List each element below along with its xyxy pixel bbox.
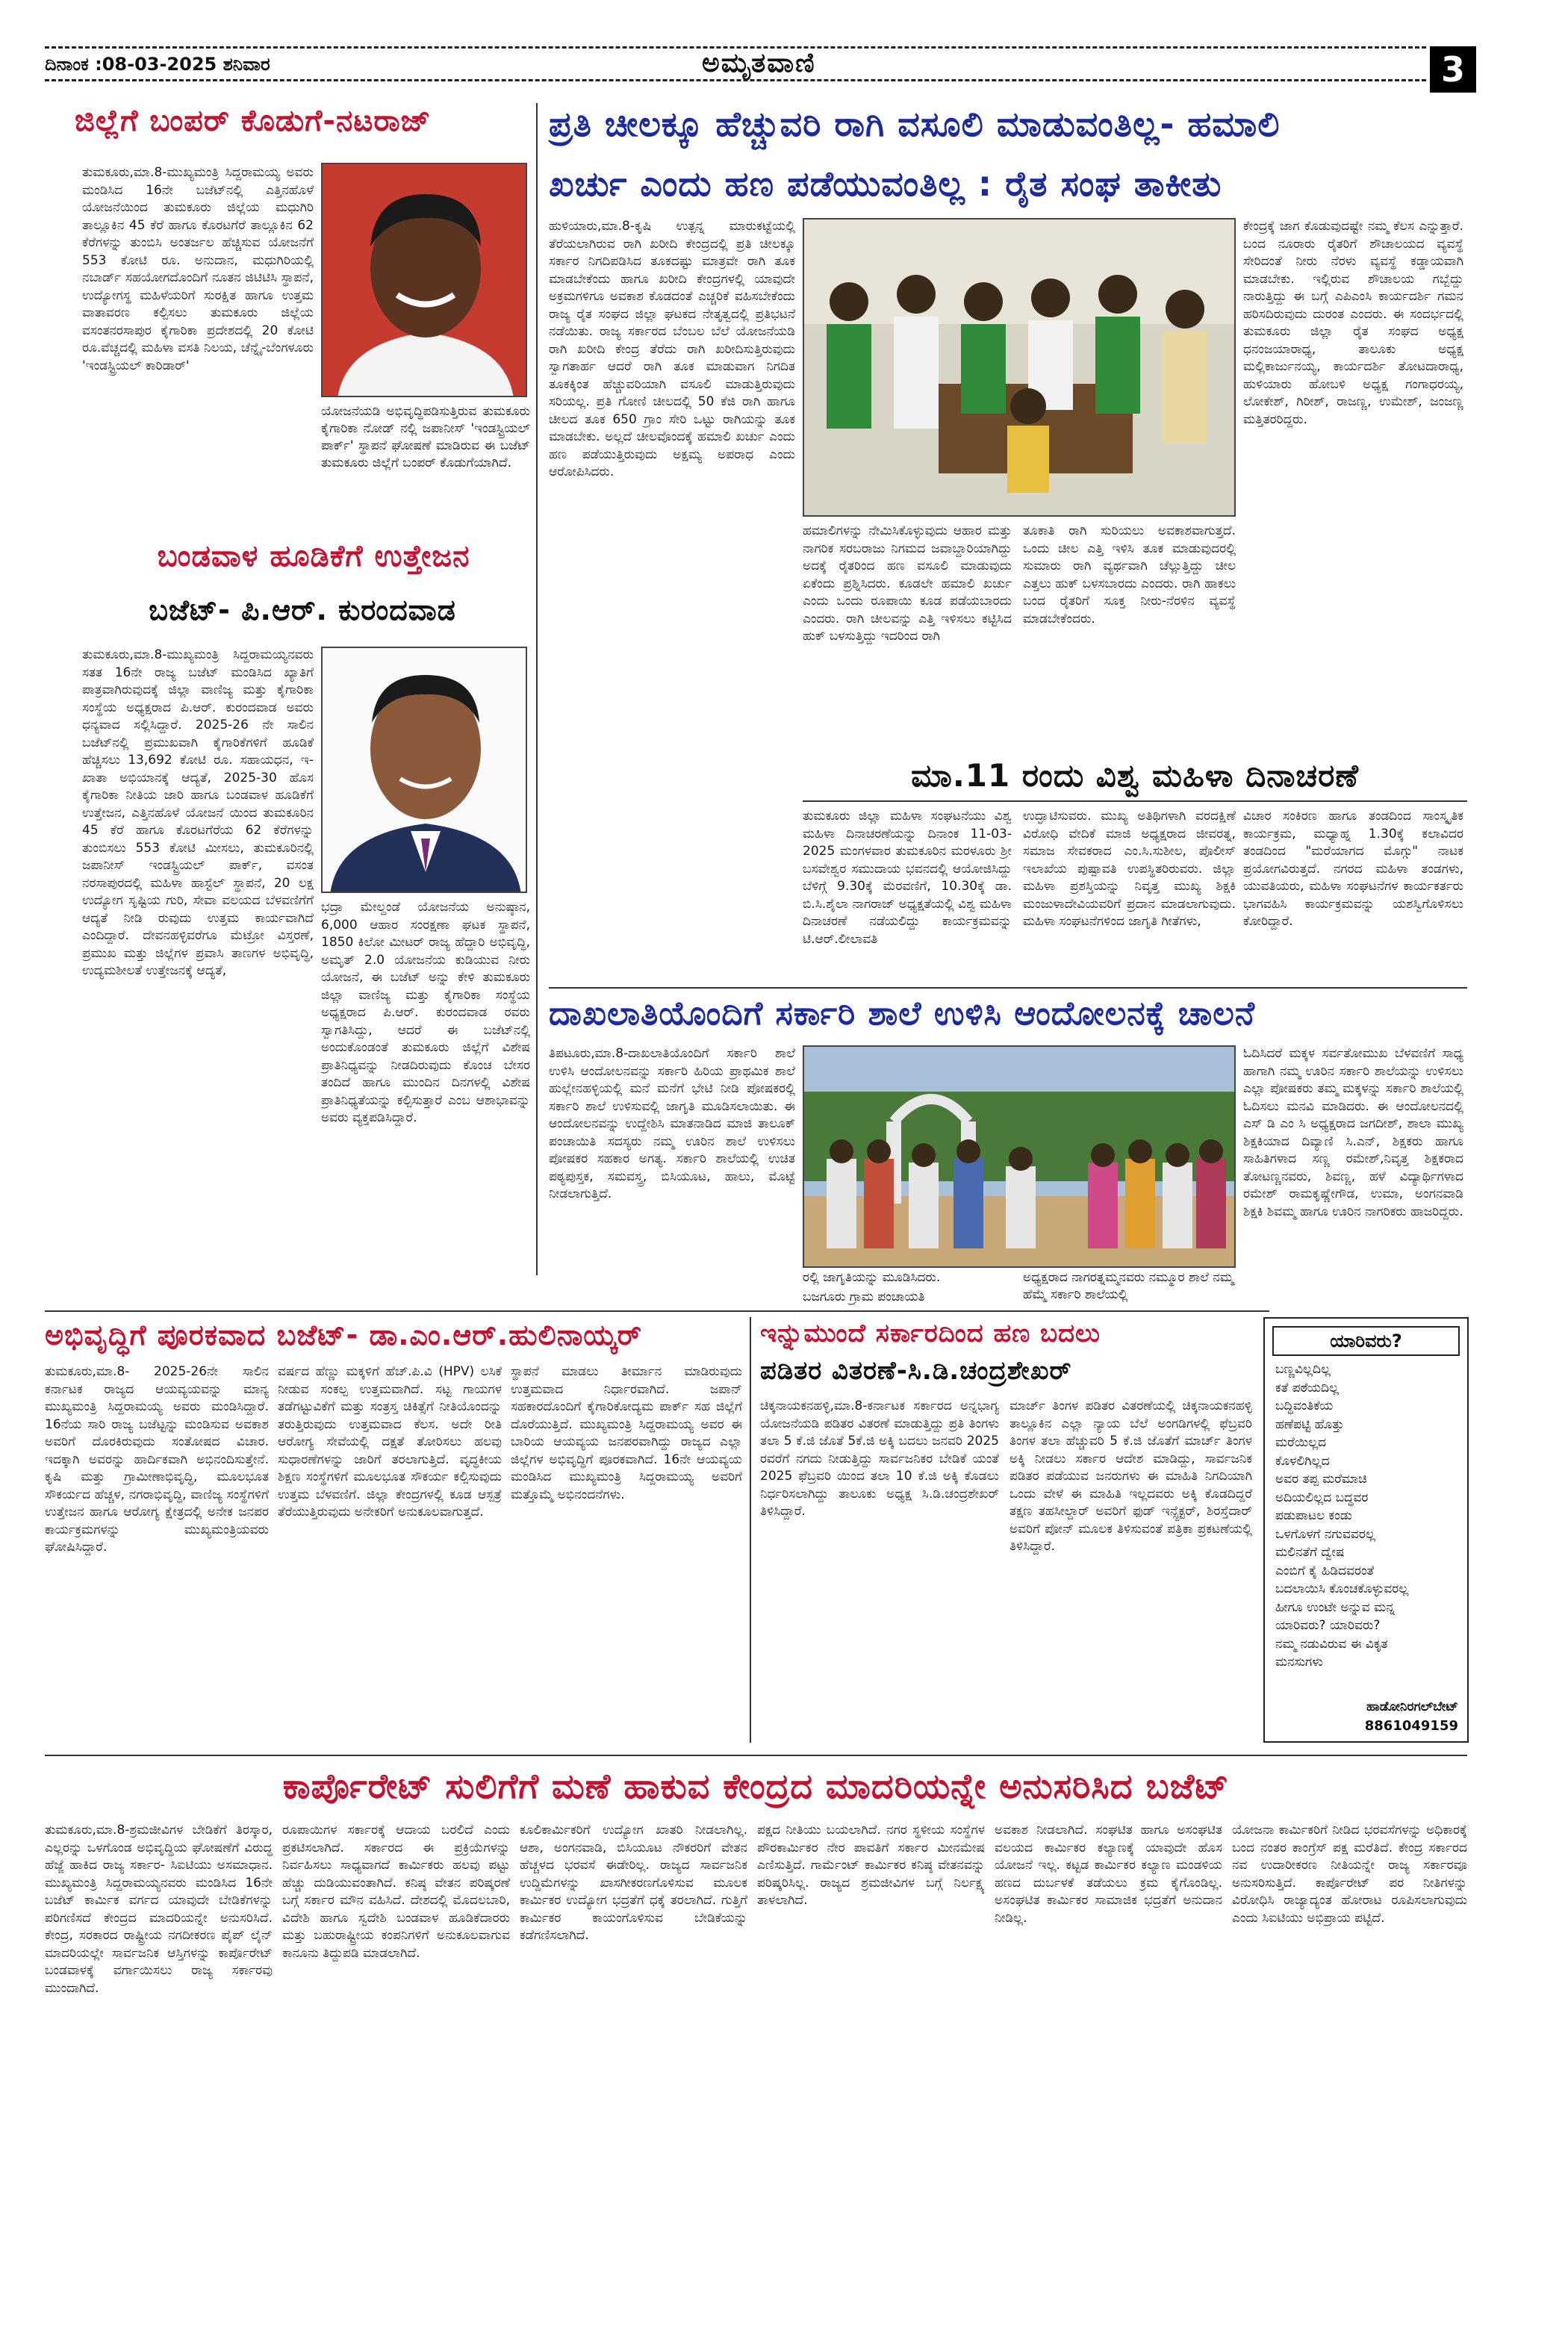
poem-line: ಕೊಳಲಿಗಿಲ್ಲದ (1275, 1453, 1330, 1469)
poem-line: ಅವರ ತಪ್ಪ ಮರೆಮಾಚಿ (1275, 1472, 1367, 1487)
story7-col2: ಮಾರ್ಚ್ ತಿಂಗಳ ಪಡಿತರ ವಿತರಣೆಯಲ್ಲಿ ಚಿಕ್ಕನಾಯಕನಹಳ್ಳಿ ತಾಲ್ಲೂಕಿನ ಎಲ್ಲಾ ನ್ಯಾಯ ಬೆಲೆ ಅಂಗಡಿಗಳಲ್ಲಿ ಫೆಬ್ರವರಿ ತಿಂಗಳ ತಲಾ ಹೆಚ್ಚುವರಿ 5 ಕೆ.ಜಿ ಜೊತೆಗೆ ಮಾರ್ಚ್ ತಿಂಗಳ ಅಕ್ಕಿ ನೀಡಲು ಸರ್ಕಾರ ಆದೇಶ ಮಾಡಿದ್ದು, ಸಾರ್ವಜನಿಕ ಪಡಿತರ ಪಡೆಯುವ ಜನರುಗಳು ಈ ಮಾಹಿತಿ ನಿಗದಿಯಾಗಿ ಒಂದು ವೇಳೆ ಈ ಮಾಹಿತಿ ಇಲ್ಲದವರು ಅಕ್ಕಿ ಕೊಡದಿದ್ದರೆ ತಕ್ಷಣ ತಹಸೀಲ್ದಾರ್ ಅವರಿಗೆ ಫುಡ್ ಇನ್ಸ್ಪೆಕ್ಟರ್, ಶಿರಸ್ತೆದಾರ್ ಅವರಿಗೆ ಪೋನ್ ಮೂಲಕ ತಿಳಿಸುವಂತೆ ಪತ್ರಿಕಾ ಪ್ರಕಟಣೆಯಲ್ಲಿ ತಿಳಿಸಿದ್ದಾರೆ. (1009, 1399, 1252, 1554)
story1-body: ತುಮಕೂರು,ಮಾ.8-ಮುಖ್ಯಮಂತ್ರಿ ಸಿದ್ದರಾಮಯ್ಯ ಅವರು ಮಂಡಿಸಿದ 16ನೇ ಬಜೆಟ್‌ನಲ್ಲಿ ಎತ್ತಿನಹೊಳೆ ಯೋಜನೆಯಿಂದ ತುಮಕೂರು ಜಿಲ್ಲೆಯ ಮಧುಗಿರಿ ತಾಲ್ಲೂಕಿನ 45 ಕೆರೆ ಹಾಗೂ ಕೊರಟಗೆರೆ ತಾಲ್ಲೂಕಿನ 62 ಕೆರೆಗಳನ್ನು ತುಂಬಿಸಿ ಅಂತರ್ಜಲ ಹೆಚ್ಚಿಸುವ ಯೋಜನೆಗೆ 553 ಕೋಟಿ ರೂ. ಅನುದಾನ, ಮಧುಗಿರಿಯಲ್ಲಿ ನಬಾರ್ಡ್ ಸಹಯೋಗದೊಂದಿಗೆ ನೂತನ ಜಿಟಿಟಿಸಿ ಸ್ಥಾಪನೆ, ಉದ್ಯೋಗಸ್ಥ ಮಹಿಳೆಯರಿಗೆ ಸುರಕ್ಷಿತ ಹಾಗೂ ಉತ್ತಮ ವಾತಾವರಣ ಕಲ್ಪಿಸಲು ತುಮಕೂರು ಜಿಲ್ಲೆಯ ವಸಂತನರಸಾಪುರ ಕೈಗಾರಿಕಾ ಪ್ರದೇಶದಲ್ಲಿ 20 ಕೋಟಿ ರೂ.ವೆಚ್ಚದಲ್ಲಿ ಮಹಿಳಾ ವಸತಿ ನಿಲಯ, ಚೆನ್ನೈ-ಬೆಂಗಳೂರು 'ಇಂಡಸ್ಟ್ರಿಯಲ್ ಕಾರಿಡಾರ್' (82, 165, 314, 373)
story4-headline: ಮಾ.11 ರಂದು ವಿಶ್ವ ಮಹಿಳಾ ದಿನಾಚರಣೆ (911, 757, 1359, 794)
story3-col4: ಕೇಂದ್ರಕ್ಕೆ ಜಾಗ ಕೊಡುವುದಷ್ಟೇ ನಮ್ಮ ಕೆಲಸ ಎನ್ನುತ್ತಾರೆ. ಬಂದ ನೂರಾರು ರೈತರಿಗೆ ಶೌಚಾಲಯದ ವ್ಯವಸ್ಥೆ ಸೇರಿದಂತೆ ನೀರು ನೆರಳು ವ್ಯವಸ್ಥೆ ಕಡ್ಡಾಯವಾಗಿ ಮಾಡಬೇಕು. ಇಲ್ಲಿರುವ ಶೌಚಾಲಯ ಗಬ್ಬೆದ್ದು ನಾರುತ್ತಿದ್ದು ಈ ಬಗ್ಗೆ ಎಪಿಎಂಸಿ ಕಾರ್ಯದರ್ಶಿ ಗಮನ ಹರಿಸದಿರುವುದು ದುರಂತ ಎಂದರು. ಈ ಸಂದರ್ಭದಲ್ಲಿ ತುಮಕೂರು ಜಿಲ್ಲಾ ರೈತ ಸಂಘದ ಅಧ್ಯಕ್ಷ ಧನಂಜಯಾರಾಧ್ಯ, ತಾಲೂಕು ಅಧ್ಯಕ್ಷ ಮಲ್ಲಿಕಾರ್ಜುನಯ್ಯ, ಕಾರ್ಯದರ್ಶಿ ತೋಟದಾರಾಧ್ಯ, ಹುಳಿಯಾರು ಹೋಬಳಿ ಅಧ್ಯಕ್ಷ ಗಂಗಾಧರಯ್ಯ, ಲೋಕೇಶ್, ಗಿರೀಶ್, ರಾಜಣ್ಣ, ಉಮೇಶ್, ಜಂಜಣ್ಣ ಮತ್ತಿತರರಿದ್ದರು. (1243, 219, 1463, 427)
poem-line: ಅದಿಯಲಿಲ್ಲದ ಬದ್ಧವರ (1275, 1490, 1369, 1505)
story8-col2: ರೂಪಾಯಿಗಳ ಸರ್ಕಾರಕ್ಕೆ ಆದಾಯ ಬರಲಿದೆ ಎಂದು ಪ್ರಕಟಿಸಲಾಗಿದೆ. ಸರ್ಕಾರದ ಈ ಪ್ರಕ್ರಿಯೆಗಳನ್ನು ನಿರ್ವಹಿಸಲು ಸಾಧ್ಯವಾಗದೆ ಕಾರ್ಮಿಕರು ಹಲವು ಪಟ್ಟು ಹೆಚ್ಚು ದುಡಿಯುವಂತಾಗಿದೆ. ಕನಿಷ್ಠ ವೇತನ ಪರಿಷ್ಕರಣೆ ಬಗ್ಗೆ ಸರ್ಕಾರ ಮೌನ ವಹಿಸಿದೆ. ದೇಶದಲ್ಲಿ ಮೊದಲಬಾರಿ, ವಿದೇಶಿ ಹಾಗೂ ಸ್ವದೇಶಿ ಬಂಡವಾಳ ಹೂಡಿಕೆದಾರರು ಮತ್ತು ಬಹುರಾಷ್ಟ್ರೀಯ ಕಂಪನಿಗಳಿಗೆ ಅನುಕೂಲವಾಗುವ ಕಾನೂನು ತಿದ್ದುಪಡಿ ಮಾಡಲಾಗಿದೆ. (282, 1823, 510, 1961)
poem-line: ಮರೆಯಿಲ್ಲದ (1275, 1435, 1327, 1450)
story4-col1: ತುಮಕೂರು ಜಿಲ್ಲಾ ಮಹಿಳಾ ಸಂಘಟನೆಯು ವಿಶ್ವ ಮಹಿಳಾ ದಿನಾಚರಣೆಯನ್ನು ದಿನಾಂಕ 11-03-2025 ಮಂಗಳವಾರ ತುಮಕೂರಿನ ಮರಳೂರು ಶ್ರೀ ಬಸವೇಶ್ವರ ಸಮುದಾಯ ಭವನದಲ್ಲಿ ಆಯೋಜಿಸಿದ್ದು ಬೆಳಿಗ್ಗೆ 9.30ಕ್ಕೆ ಮೆರವಣಿಗೆ, 10.30ಕ್ಕೆ ಡಾ. ಬಿ.ಸಿ.ಶೈಲಾ ನಾಗರಾಜ್ ಅಧ್ಯಕ್ಷತೆಯಲ್ಲಿ ವಿಶ್ವ ಮಹಿಳಾ ದಿನಾಚರಣೆ ನಡೆಯಲಿದ್ದು ಕಾರ್ಯಕ್ರಮವನ್ನು ಟಿ.ಆರ್.ಲೀಲಾವತಿ (803, 809, 1012, 947)
column-divider-lower (750, 1317, 751, 1743)
poem-title: ಯಾರಿವರು? (1272, 1326, 1460, 1356)
story7-col1: ಚಿಕ್ಕನಾಯಕನಹಳ್ಳಿ,ಮಾ.8-ಕರ್ನಾಟಕ ಸರ್ಕಾರದ ಅನ್ನಭಾಗ್ಯ ಯೋಜನೆಯಡಿ ಪಡಿತರ ವಿತರಣೆ ಮಾಡುತ್ತಿದ್ದು ಪ್ರತಿ ತಿಂಗಳು ತಲಾ 5 ಕೆ.ಜಿ ಜೊತೆ 5ಕೆ.ಜಿ ಅಕ್ಕಿ ಬದಲು ಜನವರಿ 2025 ರವರೆಗೆ ನಗದು ನೀಡುತ್ತಿದ್ದು ಸಾರ್ವಜನಿಕರ ಬೇಡಿಕೆ ಯಂತೆ 2025 ಫೆಬ್ರವರಿ ಯಿಂದ ತಲಾ 10 ಕೆ.ಜಿ ಅಕ್ಕಿ ಕೊಡಲು ನಿರ್ಧರಿಸಲಾಗಿದ್ದು ತಾಲೂಕು ಅಧ್ಯಕ್ಷ ಸಿ.ಡಿ.ಚಂದ್ರಶೇಖರ್ ತಿಳಿಸಿದ್ದಾರೆ. (760, 1399, 999, 1519)
story3-headline-line1: ಪ್ರತಿ ಚೀಲಕ್ಕೂ ಹೆಚ್ಚುವರಿ ರಾಗಿ ವಸೂಲಿ ಮಾಡುವಂತಿಲ್ಲ- ಹಮಾಲಿ (549, 104, 1281, 144)
poem-line: ಮಲಿನತೆಗೆ ದ್ವೇಷ (1275, 1545, 1345, 1560)
story3-col3: ತೂಕಾತಿ ರಾಗಿ ಸುರಿಯಲು ಅವಕಾಶವಾಗುತ್ತದೆ. ಒಂದು ಚೀಲ ಎತ್ತಿ ಇಳಿಸಿ ತೂಕ ಮಾಡುವುದರಲ್ಲಿ ಸುಮಾರು ರಾಗಿ ವ್ಯರ್ಥವಾಗಿ ಚೆಲ್ಲುತ್ತಿದ್ದು ಚೀಲ ಎತ್ತಲು ಹುಕ್ ಬಳಸಬಾರದು ಎಂದರು. ರಾಗಿ ಹಾಕಲು ಬಂದ ರೈತರಿಗೆ ಸೂಕ್ತ ನೀರು-ನೆರಳಿನ ವ್ಯವಸ್ಥೆ ಮಾಡಬೇಕೆಂದರು. (1023, 523, 1236, 626)
story1-headline: ಜಿಲ್ಲೆಗೆ ಬಂಪರ್ ಕೊಡುಗೆ-ನಟರಾಜ್ (75, 104, 432, 138)
poem-author: ಹಾಡೋನಿರಗಲ್‌ಬೇಟ್ (1366, 1699, 1458, 1714)
story5-headline: ದಾಖಲಾತಿಯೊಂದಿಗೆ ಸರ್ಕಾರಿ ಶಾಲೆ ಉಳಿಸಿ ಆಂದೋಲನಕ್ಕೆ ಚಾಲನೆ (549, 995, 1256, 1033)
story3-headline-line2: ಖರ್ಚು ಎಂದು ಹಣ ಪಡೆಯುವಂತಿಲ್ಲ : ರೈತ ಸಂಘ ತಾಕೀತು (549, 164, 1222, 204)
story8-col6: ಯೋಜನಾ ಕಾರ್ಮಿಕರಿಗೆ ನೀಡಿದ ಭರವಸೆಗಳನ್ನು ಅಧಿಕಾರಕ್ಕೆ ಬಂದ ನಂತರ ಕಾಂಗ್ರೆಸ್ ಪಕ್ಷ ಮರೆತಿದೆ. ಕೇಂದ್ರ ಸರ್ಕಾರದ ನವ ಉದಾರೀಕರಣ ನೀತಿಯನ್ನೇ ರಾಜ್ಯ ಸರ್ಕಾರವೂ ಅನುಸರಿಸುತ್ತಿದೆ. ಕಾರ್ಪೊರೇಟ್ ಪರ ನೀತಿಗಳನ್ನು ವಿರೋಧಿಸಿ ರಾಜ್ಯಾದ್ಯಂತ ಹೋರಾಟ ರೂಪಿಸಲಾಗುವುದು ಎಂದು ಸಿಐಟಿಯು ಅಭಿಪ್ರಾಯ ಪಟ್ಟಿದೆ. (1232, 1823, 1467, 1926)
story3-col2: ಹಮಾಲಿಗಳನ್ನು ನೇಮಿಸಿಕೊಳ್ಳುವುದು ಆಹಾರ ಮತ್ತು ನಾಗರಿಕ ಸರಬರಾಜು ನಿಗಮದ ಜವಾಬ್ದಾರಿಯಾಗಿದ್ದು ಅದಕ್ಕೆ ರೈತರಿಂದ ಹಣ ವಸೂಲಿ ಮಾಡುವುದು ಏಕೆಂದು ಪ್ರಶ್ನಿಸಿದರು. ಕೂಡಲೇ ಹಮಾಲಿ ಖರ್ಚು ಎಂದು ಒಂದು ರೂಪಾಯಿ ಕೂಡ ಪಡೆಯಬಾರದು ಎಂದರು. ರಾಗಿ ಚೀಲವನ್ನು ಎತ್ತಿ ಇಳಿಸಲು ಕಟ್ಟಿಸಿದ ಹುಕ್ ಬಳಸುತ್ತಿದ್ದು ಇದರಿಂದ ರಾಗಿ (803, 523, 1012, 644)
story2-headline-line2: ಬಜೆಟ್- ಪಿ.ಆರ್. ಕುರಂದವಾಡ (149, 594, 456, 626)
poem-line: ಬಣ್ಣವಿಲ್ಲದಿಲ್ಲ (1275, 1362, 1331, 1377)
story4-top-rule (803, 800, 1467, 802)
story5-col4: ಓದಿಸಿದರೆ ಮಕ್ಕಳ ಸರ್ವತೋಮುಖ ಬೆಳವಣಿಗೆ ಸಾಧ್ಯ ಹಾಗಾಗಿ ನಮ್ಮ ಊರಿನ ಸರ್ಕಾರಿ ಶಾಲೆಯನ್ನು ಉಳಿಸಲು ಎಲ್ಲಾ ಪೋಷಕರು ತಮ್ಮ ಮಕ್ಕಳನ್ನು ಸರ್ಕಾರಿ ಶಾಲೆಯಲ್ಲಿ ಓದಿಸಲು ಮನವಿ ಮಾಡಿದರು. ಈ ಆಂದೋಲನದಲ್ಲಿ ಎಸ್ ಡಿ ಎಂ ಸಿ ಅಧ್ಯಕ್ಷರಾದ ಜಗದೀಶ್, ಶಾಲಾ ಮುಖ್ಯ ಶಿಕ್ಷಕಿಯಾದ ದಿವ್ಯಾಣಿ ಸಿ.ಎನ್, ಶಿಕ್ಷಕರು ಹಾಗೂ ಸಾಹಿತಿಗಳಾದ ಸಣ್ಣ ರಮೇಶ್,ನಿವೃತ್ತ ಶಿಕ್ಷಕರಾದ ತೋಟಣ್ಣನವರು, ಶಿವಣ್ಣ, ಹಳೆ ವಿದ್ಯಾರ್ಥಿಗಳಾದ ರಮೇಶ್ ರಾಮಕೃಷ್ಣೇಗೌಡ, ಉಮಾ, ಅಂಗನವಾಡಿ ಶಿಕ್ಷಕಿ ಶಿವಮ್ಮ ಹಾಗೂ ಊರಿನ ನಾಗರಿಕರು ಹಾಜರಿದ್ದರು. (1243, 1046, 1463, 1219)
story5-school-photo (803, 1045, 1236, 1268)
story2-headline-line1: ಬಂಡವಾಳ ಹೂಡಿಕೆಗೆ ಉತ್ತೇಜನ (157, 539, 470, 573)
story8-col3: ಕೂಲಿಕಾರ್ಮಿಕರಿಗೆ ಉದ್ಯೋಗ ಖಾತರಿ ನೀಡಲಾಗಿಲ್ಲ. ಆಶಾ, ಅಂಗನವಾಡಿ, ಬಿಸಿಯೂಟ ನೌಕರರಿಗೆ ವೇತನ ಹೆಚ್ಚಳದ ಭರವಸೆ ಈಡೇರಿಲ್ಲ. ರಾಜ್ಯದ ಸಾರ್ವಜನಿಕ ಉದ್ದಿಮೆಗಳನ್ನು ಖಾಸಗೀಕರಣಗೊಳಿಸುವ ಮೂಲಕ ಕಾರ್ಮಿಕರ ಉದ್ಯೋಗ ಭದ್ರತೆಗೆ ಧಕ್ಕೆ ತರಲಾಗಿದೆ. ಗುತ್ತಿಗೆ ಕಾರ್ಮಿಕರ ಕಾಯಂಗೊಳಿಸುವ ಬೇಡಿಕೆಯನ್ನು ಕಡೆಗಣಿಸಲಾಗಿದೆ. (520, 1823, 747, 1943)
story2-body: ತುಮಕೂರು,ಮಾ.8-ಮುಖ್ಯಮಂತ್ರಿ ಸಿದ್ದರಾಮಯ್ಯನವರು ಸತತ 16ನೇ ರಾಜ್ಯ ಬಜೆಟ್ ಮಂಡಿಸಿದ ಖ್ಯಾತಿಗೆ ಪಾತ್ರವಾಗಿರುವುದಕ್ಕೆ ಜಿಲ್ಲಾ ವಾಣಿಜ್ಯ ಮತ್ತು ಕೈಗಾರಿಕಾ ಸಂಸ್ಥೆಯ ಅಧ್ಯಕ್ಷರಾದ ಪಿ.ಆರ್. ಕುರಂದವಾಡ ಅವರು ಧನ್ಯವಾದ ಸಲ್ಲಿಸಿದ್ದಾರೆ. 2025-26 ನೇ ಸಾಲಿನ ಬಜೆಟ್‌ನಲ್ಲಿ ಪ್ರಮುಖವಾಗಿ ಕೈಗಾರಿಕೆಗಳಿಗೆ ಹೂಡಿಕೆ ಹೆಚ್ಚಿಸಲು 13,692 ಕೋಟಿ ರೂ. ಸಹಾಯಧನ, ಇ-ಖಾತಾ ಅಭಿಯಾನಕ್ಕೆ ಆದ್ಯತೆ, 2025-30 ಹೊಸ ಕೈಗಾರಿಕಾ ನೀತಿಯ ಜಾರಿ ಹಾಗೂ ಬಂಡವಾಳ ಹೂಡಿಕೆಗೆ ಉತ್ತೇಜನ, ಎತ್ತಿನಹೊಳೆ ಯೋಜನೆ ಯಿಂದ ತುಮಕೂರಿನ 45 ಕೆರೆ ಹಾಗೂ ಕೊರಟಗೆರೆಯ 62 ಕೆರೆಗಳನ್ನು ತುಂಬಿಸಲು 553 ಕೋಟಿ ಮೀಸಲು, ತುಮಕೂರಿನಲ್ಲಿ ಜಪಾನೀಸ್ ಇಂಡಸ್ಟ್ರಿಯಲ್ ಪಾರ್ಕ್, ವಸಂತ ನರಸಾಪುರದಲ್ಲಿ ಮಹಿಳಾ ಹಾಸ್ಟೆಲ್ ಸ್ಥಾಪನೆ, 20 ಲಕ್ಷ ಉದ್ಯೋಗ ಸೃಷ್ಟಿಯ ಗುರಿ, ಸೇವಾ ವಲಯದ ಬೆಳವಣಿಗೆಗೆ ಆದ್ಯತೆ ನೀಡಿ ರುವುದು ಉತ್ತಮ ಕಾರ್ಯವಾಗಿದೆ ಎಂದಿದ್ದಾರೆ. ದೇವನಹಳ್ಳಿವರೆಗೂ ಮೆಟ್ರೋ ವಿಸ್ತರಣೆ, ಪ್ರಮುಖ ಮತ್ತು ಜಿಲ್ಲೆಗಳ ಪ್ರವಾಸಿ ತಾಣಗಳ ಅಭಿವೃದ್ಧಿ, ಉದ್ಯಮಶೀಲತೆ ಉತ್ತೇಜನಕ್ಕೆ ಆದ್ಯತೆ, (82, 647, 314, 978)
poem-line: ಪಡುಪಾಟಲ ಕಂಡು (1275, 1508, 1352, 1523)
poem-line: ಬದಲಾಯಿಸಿ ಕೊಂಚಕೊಳ್ಳುವರಲ್ಲ (1275, 1581, 1409, 1596)
poem-line: ಎಂಬಿಗೆ ಕೈ ಹಿಡಿದವರಂತೆ (1275, 1563, 1375, 1578)
story3-farmers-photo (803, 218, 1236, 517)
story8-col5: ಅವಕಾಶ ನೀಡಲಾಗಿದೆ. ಸಂಘಟಿತ ಹಾಗೂ ಅಸಂಘಟಿತ ವಲಯದ ಕಾರ್ಮಿಕರ ಕಲ್ಯಾಣಕ್ಕೆ ಯಾವುದೇ ಹೊಸ ಯೋಜನೆ ಇಲ್ಲ. ಕಟ್ಟಡ ಕಾರ್ಮಿಕರ ಕಲ್ಯಾಣ ಮಂಡಳಿಯ ಹಣದ ದುರ್ಬಳಕೆ ತಡೆಯಲು ಕ್ರಮ ಕೈಗೊಂಡಿಲ್ಲ. ಅಸಂಘಟಿತ ಕಾರ್ಮಿಕರ ಸಾಮಾಜಿಕ ಭದ್ರತೆಗೆ ಅನುದಾನ ನೀಡಿಲ್ಲ. (995, 1823, 1222, 1926)
poem-line: ಹಣೆಪಟ್ಟಿ ಹೊತ್ತು (1275, 1416, 1344, 1432)
poem-line: ಯಾರಿವರು? ಯಾರಿವರು? (1275, 1618, 1381, 1633)
story7-headline-line1: ಇನ್ನುಮುಂದೆ ಸರ್ಕಾರದಿಂದ ಹಣ ಬದಲು (760, 1319, 1101, 1348)
story5-caption-line2: ಬಜಗೂರು ಗ್ರಾಮ ಪಂಚಾಯತಿ (803, 1289, 925, 1304)
story5-caption-right: ಅಧ್ಯಕ್ಷರಾದ ನಾಗರತ್ನಮ್ಮನವರು ನಮ್ಮೂರ ಶಾಲೆ ನಮ್ಮ ಹೆಮ್ಮೆ ಸರ್ಕಾರಿ ಶಾಲೆಯಲ್ಲಿ (1023, 1270, 1234, 1302)
issue-date: ದಿನಾಂಕ :08-03-2025 ಶನಿವಾರ (45, 54, 270, 75)
story6-col2: ವರ್ಷದ ಹೆಣ್ಣು ಮಕ್ಕಳಿಗೆ ಹೆಚ್.ಪಿ.ವಿ (HPV) ಲಸಿಕೆ ನೀಡುವ ಸಂಕಲ್ಪ ಉತ್ತಮವಾಗಿದೆ. ಸಟ್ಟ ಗಾಯಗಳ ತಡೆಗಟ್ಟುವಿಕೆಗೆ ಮತ್ತು ಸಂತ್ರಸ್ತ ಚಿಕಿತ್ಸೆಗೆ ನೀತಿಯೊಂದನ್ನು ತರುತ್ತಿರುವುದು ಉತ್ತಮವಾದ ಕೆಲಸ. ಅದೇ ರೀತಿ ಆರೋಗ್ಯ ಸೇವೆಯಲ್ಲಿ ದಕ್ಷತೆ ತೋರಿಸಲು ಹಲವು ಸುಧಾರಣೆಗಳನ್ನು ಜಾರಿಗೆ ತರಲಾಗುತ್ತಿದೆ. ವೃದ್ಧಕೀಯ ಶಿಕ್ಷಣ ಸಂಸ್ಥೆಗಳಿಗೆ ಮೂಲಭೂತ ಸೌಕರ್ಯ ಕಲ್ಪಿಸುವುದು ಉತ್ತಮ ಬೆಳವಣಿಗೆ. ಜಿಲ್ಲಾ ಕೇಂದ್ರಗಳಲ್ಲಿ ಕೂಡ ಆಸ್ಪತ್ರೆ ತೆರೆಯುತ್ತಿರುವುದು ಅನೇಕರಿಗೆ ಅನುಕೂಲವಾಗುತ್ತದೆ. (278, 1364, 502, 1519)
story5-top-rule (549, 987, 1467, 989)
poem-phone: 8861049159 (1364, 1718, 1458, 1734)
newspaper-title: ಅಮೃತವಾಣಿ (702, 48, 816, 78)
poem-line: ಒಳಗೊಳಗೆ ನಗುವವರಲ್ಲ (1275, 1526, 1375, 1542)
story2-portrait-photo (321, 647, 527, 893)
lower-section-rule (45, 1310, 1269, 1312)
story8-col4: ಪಕ್ಷದ ನೀತಿಯು ಬಯಲಾಗಿದೆ. ನಗರ ಸ್ಥಳೀಯ ಸಂಸ್ಥೆಗಳ ಪೌರಕಾರ್ಮಿಕರ ನೇರ ಪಾವತಿಗೆ ಸರ್ಕಾರ ಮೀನಮೇಷ ಎಣಿಸುತ್ತಿದೆ. ಗಾರ್ಮೆಂಟ್ ಕಾರ್ಮಿಕರ ಕನಿಷ್ಠ ವೇತನವನ್ನು ಪರಿಷ್ಕರಿಸಿಲ್ಲ. ರಾಜ್ಯದ ಶ್ರಮಜೀವಿಗಳ ಬಗ್ಗೆ ನಿರ್ಲಕ್ಷ್ಯ ತಾಳಲಾಗಿದೆ. (757, 1823, 985, 1908)
column-divider-left (536, 103, 538, 1275)
bottom-section-rule (45, 1755, 1467, 1756)
poem-line: ನಮ್ಮ ನಡುವಿರುವ ಈ ವಿಕೃತ (1275, 1636, 1388, 1652)
story7-headline-line2: ಪಡಿತರ ವಿತರಣೆ-ಸಿ.ಡಿ.ಚಂದ್ರಶೇಖರ್ (760, 1356, 1072, 1386)
story8-headline: ಕಾರ್ಪೊರೇಟ್ ಸುಲಿಗೆಗೆ ಮಣೆ ಹಾಕುವ ಕೇಂದ್ರದ ಮಾದರಿಯನ್ನೇ ಅನುಸರಿಸಿದ ಬಜೆಟ್ (282, 1766, 1230, 1806)
story4-col2: ಉದ್ಘಾಟಿಸುವರು. ಮುಖ್ಯ ಅತಿಥಿಗಳಾಗಿ ವರದಕ್ಷಿಣೆ ವಿರೋಧಿ ವೇದಿಕೆ ಮಾಜಿ ಅಧ್ಯಕ್ಷರಾದ ಜೀವರತ್ನ, ಸಮಾಜ ಸೇವಕರಾದ ಎಂ.ಸಿ.ಸುಶೀಲ, ಪೊಲೀಸ್ ಇಲಾಖೆಯ ಪುಷ್ಪಾವತಿ ಉಪಸ್ಥಿತರಿರುವರು. ಜಿಲ್ಲಾ ಮಹಿಳಾ ಪ್ರಶಸ್ತಿಯನ್ನು ನಿವೃತ್ತ ಮುಖ್ಯ ಶಿಕ್ಷಕಿ ಮಂಜುಳಾದೇವಿಯವರಿಗೆ ಪ್ರದಾನ ಮಾಡಲಾಗುವುದು. ಮಹಿಳಾ ಸಂಘಟನೆಗಳಿಂದ ಜಾಗೃತಿ ಗೀತೆಗಳು, (1023, 809, 1236, 929)
poem-line: ಕತೆ ಪಠೆಯದಿಲ್ಲ (1275, 1380, 1339, 1396)
story4-col3: ವಿಚಾರ ಸಂಕಿರಣ ಹಾಗೂ ತಂಡದಿಂದ ಸಾಂಸ್ಕೃತಿಕ ಕಾರ್ಯಕ್ರಮ, ಮಧ್ಯಾಹ್ನ 1.30ಕ್ಕೆ ಕಲಾವಿದರ ತಂಡದಿಂದ "ಮರೆಯಾಗದ ಮೊಗ್ಗು" ನಾಟಕ ಪ್ರಯೋಗವಿರುತ್ತದೆ. ನಗರದ ಮಹಿಳಾ ತಂಡಗಳು, ಯುವತಿಯರು, ಮಹಿಳಾ ಸಂಘಟನೆಗಳ ಕಾರ್ಯಕರ್ತರು ಭಾಗವಹಿಸಿ ಕಾರ್ಯಕ್ರಮವನ್ನು ಯಶಸ್ವಿಗೊಳಿಸಲು ಕೋರಿದ್ದಾರೆ. (1243, 809, 1463, 929)
story3-col1: ಹುಳಿಯಾರು,ಮಾ.8-ಕೃಷಿ ಉತ್ಪನ್ನ ಮಾರುಕಟ್ಟೆಯಲ್ಲಿ ತೆರೆಯಲಾಗಿರುವ ರಾಗಿ ಖರೀದಿ ಕೇಂದ್ರದಲ್ಲಿ ಪ್ರತಿ ಚೀಲಕ್ಕೂ ಸರ್ಕಾರ ನಿಗದಿಪಡಿಸಿದ ತೂಕದಷ್ಟು ಮಾತ್ರವೇ ರಾಗಿ ತೂಕ ಮಾಡಬೇಕೆಂದು ಹಾಗೂ ಖರೀದಿ ಕೇಂದ್ರಗಳಲ್ಲಿ ಯಾವುದೇ ಅಕ್ರಮಗಳಿಗೂ ಅವಕಾಶ ಕೊಡದಂತೆ ಎಚ್ಚರಿಕೆ ವಹಿಸಬೇಕೆಂದು ರಾಜ್ಯ ರೈತ ಸಂಘದ ಜಿಲ್ಲಾ ಘಟಕದ ನೇತೃತ್ವದಲ್ಲಿ ಪ್ರತಿಭಟನೆ ನಡೆಯಿತು. ರಾಜ್ಯ ಸರ್ಕಾರದ ಬೆಂಬಲ ಬೆಲೆ ಯೋಜನೆಯಡಿ ರಾಗಿ ಖರೀದಿ ಕೇಂದ್ರ ತೆರೆದು ರಾಗಿ ಖರೀದಿಸುತ್ತಿರುವುದು ಸ್ವಾಗತಾರ್ಹ ಆದರೆ ರಾಗಿ ತೂಕ ಮಾಡುವಾಗ ನಿಗದಿತ ತೂಕಕ್ಕಿಂತ ಹೆಚ್ಚುವರಿಯಾಗಿ ವಸೂಲಿ ಮಾಡುತ್ತಿರುವುದು ಸರಿಯಲ್ಲ. ಪ್ರತಿ ಗೋಣಿ ಚೀಲದಲ್ಲಿ 50 ಕೆಜಿ ರಾಗಿ ಹಾಗೂ ಚೀಲದ ತೂಕ 650 ಗ್ರಾಂ ಸೇರಿ ಒಟ್ಟು ರಾಗಿಯನ್ನು ತೂಕ ಮಾಡಬೇಕು. ಅಲ್ಲದೆ ಚೀಲವೊಂದಕ್ಕೆ ಹಮಾಲಿ ಖರ್ಚು ಎಂದು ಹಣ ಪಡೆಯುತ್ತಿರುವುದು ಅಕ್ಷಮ್ಯ ಅಪರಾಧ ಎಂದು ಆರೋಪಿಸಿದರು. (549, 219, 795, 479)
poem-line: ಮನಸುಗಳು (1275, 1655, 1323, 1670)
story5-col1: ತಿಪಟೂರು,ಮಾ.8-ದಾಖಲಾತಿಯೊಂದಿಗೆ ಸರ್ಕಾರಿ ಶಾಲೆ ಉಳಿಸಿ ಆಂದೋಲನವನ್ನು ಸರ್ಕಾರಿ ಹಿರಿಯ ಪ್ರಾಥಮಿಕ ಶಾಲೆ ಹುಲ್ಲೇನಹಳ್ಳಿಯಲ್ಲಿ ಮನೆ ಮನೆಗೆ ಭೇಟಿ ನೀಡಿ ಪೋಷಕರಲ್ಲಿ ಸರ್ಕಾರಿ ಶಾಲೆ ಉಳಿಸುವಲ್ಲಿ ಜಾಗೃತಿ ಮೂಡಿಸಲಾಯಿತು. ಈ ಆಂದೋಲನವನ್ನು ಉದ್ದೇಶಿಸಿ ಮಾತನಾಡಿದ ಮಾಜಿ ತಾಲೂಕ್ ಪಂಚಾಯಿತಿ ಸದಸ್ಯರು ನಮ್ಮ ಊರಿನ ಶಾಲೆ ಉಳಿಸಲು ಪೋಷಕರ ಸಹಕಾರ ಅಗತ್ಯ. ಸರ್ಕಾರಿ ಶಾಲೆಯಲ್ಲಿ ಉಚಿತ ಪಠ್ಯಪುಸ್ತಕ, ಸಮವಸ್ತ್ರ, ಬಿಸಿಯೂಟ, ಹಾಲು, ಮೊಟ್ಟೆ ನೀಡಲಾಗುತ್ತಿದೆ. (549, 1046, 795, 1201)
poem-box (1263, 1317, 1469, 1743)
story6-headline: ಅಭಿವೃದ್ಧಿಗೆ ಪೂರಕವಾದ ಬಜೆಟ್- ಡಾ.ಎಂ.ಆರ್.ಹುಲಿನಾಯ್ಕರ್ (45, 1319, 643, 1351)
page-number: 3 (1430, 46, 1476, 93)
poem-lines (1265, 1360, 1467, 1672)
story1-photo-caption: ಯೋಜನೆಯಡಿ ಅಭಿವೃದ್ಧಿಪಡಿಸುತ್ತಿರುವ ತುಮಕೂರು ಕೈಗಾರಿಕಾ ನೋಡ್ ನಲ್ಲಿ ಜಪಾನೀಸ್ 'ಇಂಡಸ್ಟ್ರಿಯಲ್ ಪಾರ್ಕ್' ಸ್ಥಾಪನೆ ಘೋಷಣೆ ಮಾಡಿರುವ ಈ ಬಜೆಟ್ ತುಮಕೂರು ಜಿಲ್ಲೆಗೆ ಬಂಪರ್ ಕೊಡುಗೆಯಾಗಿದೆ. (321, 404, 530, 470)
story6-col1: ತುಮಕೂರು,ಮಾ.8- 2025-26ನೇ ಸಾಲಿನ ಕರ್ನಾಟಕ ರಾಜ್ಯದ ಆಯವ್ಯಯವನ್ನು ಮಾನ್ಯ ಮುಖ್ಯಮಂತ್ರಿ ಸಿದ್ದರಾಮಯ್ಯ ಅವರು ಮಂಡಿಸಿದ್ದಾರೆ. 16ನೆಯ ಸಾರಿ ರಾಜ್ಯ ಬಜೆಟ್ಟನ್ನು ಮಂಡಿಸುವ ಅವಕಾಶ ಅವರಿಗೆ ದೊರಕಿರುವುದು ಸಂತೋಷದ ವಿಚಾರ. ಇದಕ್ಕಾಗಿ ಅವರನ್ನು ಹಾರ್ದಿಕವಾಗಿ ಅಭಿನಂದಿಸುತ್ತೇನೆ. ಕೃಷಿ ಮತ್ತು ಗ್ರಾಮೀಣಾಭಿವೃದ್ಧಿ, ಮೂಲಭೂತ ಸೌಕರ್ಯದ ಹೆಚ್ಚಳ, ನಗರಾಭಿವೃದ್ಧಿ, ವಾಣಿಜ್ಯ ಸಂಸ್ಥೆಗಳಿಗೆ ಉತ್ತೇಜನ ಹಾಗೂ ಆರೋಗ್ಯ ಕ್ಷೇತ್ರದಲ್ಲಿ ಅನೇಕ ಜನಪರ ಕಾರ್ಯಕ್ರಮಗಳನ್ನು ಮುಖ್ಯಮಂತ್ರಿಯವರು ಘೋಷಿಸಿದ್ದಾರೆ. (45, 1364, 269, 1555)
masthead-dashed-rule (45, 79, 1426, 81)
poem-line: ಹೀಗೂ ಉಂಟೇ ಅನ್ನುವ ಮನ್ನ (1275, 1599, 1395, 1615)
story6-col3: ಸ್ಥಾಪನೆ ಮಾಡಲು ತೀರ್ಮಾನ ಮಾಡಿರುವುದು ಉತ್ತಮವಾದ ನಿರ್ಧಾರವಾಗಿದೆ. ಜಪಾನ್ ಸಹಕಾರದೊಂದಿಗೆ ಕೈಗಾರಿಕೋದ್ಯಮ ಪಾರ್ಕ್ ಸಹ ಜಿಲ್ಲೆಗೆ ದೊರೆಯುತ್ತಿದೆ. ಮುಖ್ಯಮಂತ್ರಿ ಸಿದ್ದರಾಮಯ್ಯ ಅವರ ಈ ಬಾರಿಯ ಆಯವ್ಯಯ ಜನಪರವಾಗಿದ್ದು ರಾಜ್ಯದ ಎಲ್ಲಾ ಜಿಲ್ಲೆಗಳ ಅಭಿವೃದ್ಧಿಗೆ ಪೂರಕವಾಗಿದೆ. 16ನೇ ಆಯವ್ಯಯ ಮಂಡಿಸಿದ ಮುಖ್ಯಮಂತ್ರಿ ಸಿದ್ದರಾಮಯ್ಯ ಅವರಿಗೆ ಮತ್ತೊಮ್ಮೆ ಅಭಿನಂದನೆಗಳು. (511, 1364, 742, 1502)
story1-portrait-photo (321, 163, 527, 397)
story8-col1: ತುಮಕೂರು,ಮಾ.8-ಶ್ರಮಜೀವಿಗಳ ಬೇಡಿಕೆಗೆ ತಿರಸ್ಕಾರ, ಎಲ್ಲರನ್ನು ಒಳಗೊಂಡ ಅಭಿವೃದ್ಧಿಯ ಘೋಷಣೆಗೆ ವಿರುದ್ಧ ಹೆಜ್ಜೆ ಹಾಕಿದ ರಾಜ್ಯ ಸರ್ಕಾರ- ಸಿಐಟಿಯು ಅಸಮಾಧಾನ. ಮುಖ್ಯಮಂತ್ರಿ ಸಿದ್ದರಾಮಯ್ಯನವರು ಮಂಡಿಸಿದ 16ನೇ ಬಜೆಟ್ ಕಾರ್ಮಿಕ ವರ್ಗದ ಯಾವುದೇ ಬೇಡಿಕೆಗಳನ್ನು ಪರಿಗಣಿಸದೆ ಕೇಂದ್ರದ ಮಾದರಿಯನ್ನೇ ಅನುಸರಿಸಿದೆ. ಕೇಂದ್ರ, ಸರಕಾರದ ರಾಷ್ಟ್ರೀಯ ನಗದೀಕರಣ ಪೈಪ್ ಲೈನ್ ಮಾದರಿಯಲ್ಲೇ ಸಾರ್ವಜನಿಕ ಆಸ್ತಿಗಳನ್ನು ಕಾರ್ಪೊರೇಟ್ ಬಂಡವಾಳಕ್ಕೆ ವರ್ಗಾಯಿಸಲು ರಾಜ್ಯ ಸರ್ಕಾರವು ಮುಂದಾಗಿದೆ. (45, 1823, 273, 1996)
poem-line: ಬದ್ಧಿವಂತಿಕೆಯ (1275, 1399, 1334, 1413)
story2-body-right: ಭದ್ರಾ ಮೇಲ್ದಂಡೆ ಯೋಜನೆಯ ಅನುಷ್ಠಾನ, 6,000 ಆಹಾರ ಸಂರಕ್ಷಣಾ ಘಟಕ ಸ್ಥಾಪನೆ, 1850 ಕಿಲೋ ಮೀಟರ್ ರಾಜ್ಯ ಹೆದ್ದಾರಿ ಅಭಿವೃದ್ಧಿ, ಅಮೃತ್ 2.0 ಯೋಜನೆಯ ಕುಡಿಯುವ ನೀರು ಯೋಜನೆ, ಈ ಬಜೆಟ್ ಅನ್ನು ಕೇಳಿ ತುಮಕೂರು ಜಿಲ್ಲಾ ವಾಣಿಜ್ಯ ಮತ್ತು ಕೈಗಾರಿಕಾ ಸಂಸ್ಥೆಯ ಅಧ್ಯಕ್ಷರಾದ ಪಿ.ಆರ್. ಕುರಂದವಾಡ ರವರು ಸ್ವಾಗತಿಸಿದ್ದು, ಆದರೆ ಈ ಬಜೆಟ್‌ನಲ್ಲಿ ಅಂದುಕೊಂಡಂತೆ ತುಮಕೂರು ಜಿಲ್ಲೆಗೆ ವಿಶೇಷ ಪ್ರಾತಿನಿಧ್ಯವನ್ನು ನೀಡದಿರುವುದು ಕೊಂಚ ಬೇಸರ ತಂದಿದೆ ಹಾಗೂ ಮುಂದಿನ ದಿನಗಳಲ್ಲಿ ವಿಶೇಷ ಪ್ರಾತಿನಿಧ್ಯತೆಯನ್ನು ಕಲ್ಪಿಸುತ್ತಾರೆ ಎಂಬ ಆಶಾಭಾವನ್ನು ಅವರು ವ್ಯಕ್ತಪಡಿಸಿದ್ದಾರೆ. (321, 900, 530, 1125)
story5-caption-left: ರಲ್ಲಿ ಜಾಗೃತಿಯನ್ನು ಮೂಡಿಸಿದರು. (803, 1270, 941, 1285)
